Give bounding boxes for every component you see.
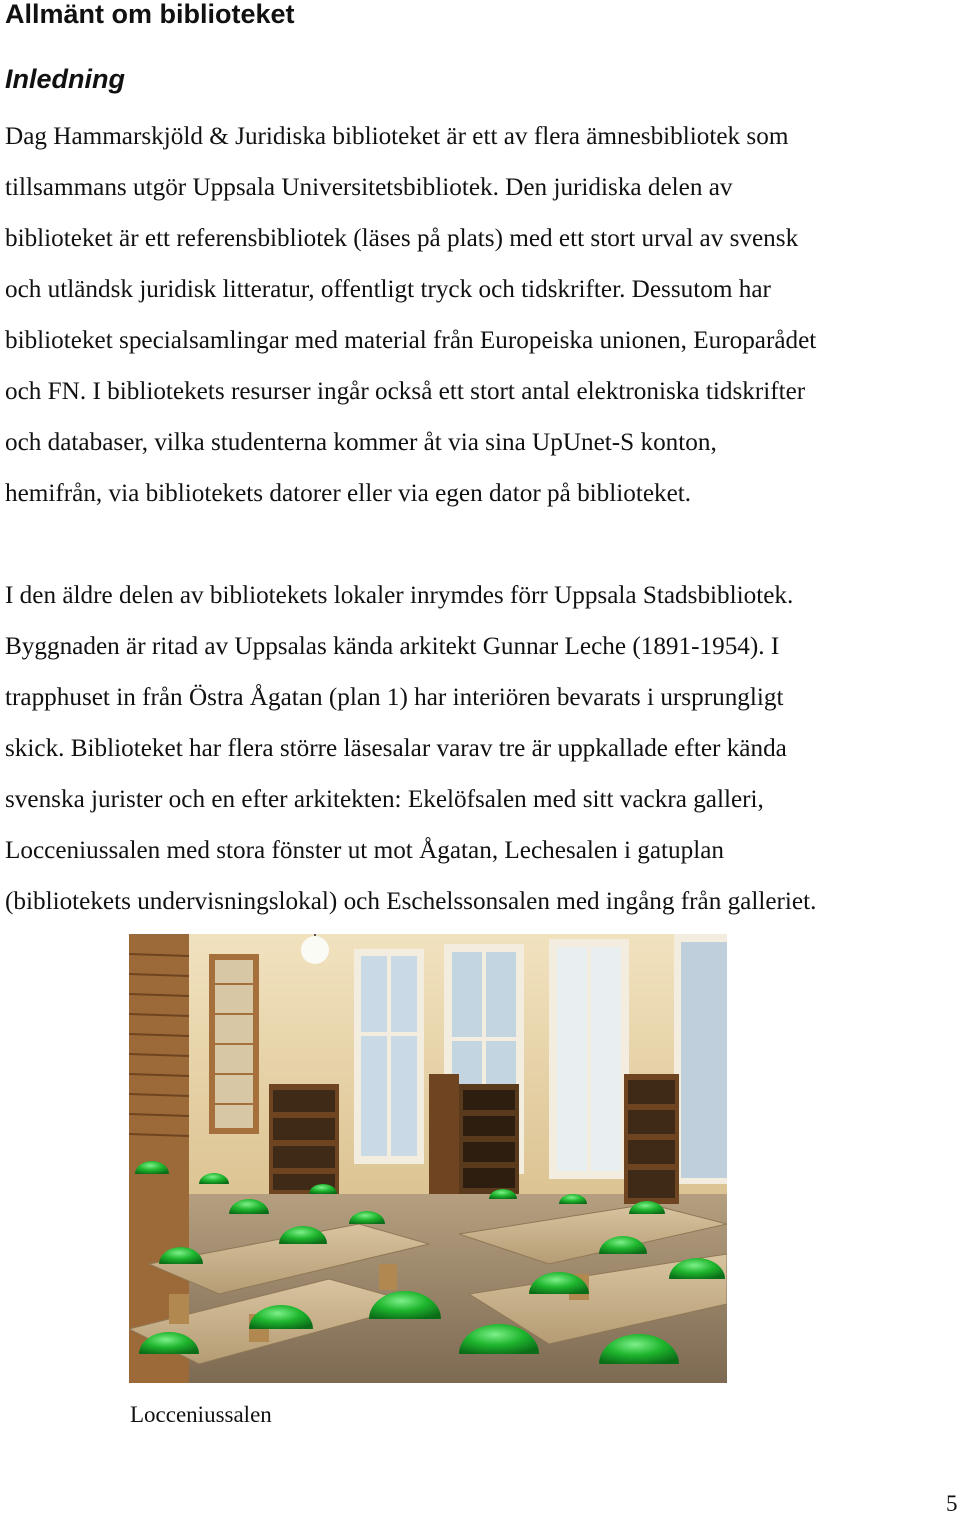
paragraph-line: svenska jurister och en efter arkitekten: Ekelöfsalen med sitt vackra galleri, <box>5 786 764 813</box>
page-number: 5 <box>946 1491 958 1516</box>
section-heading: Allmänt om biblioteket <box>5 0 295 29</box>
paragraph-line: tillsammans utgör Uppsala Universitetsbibliotek. Den juridiska delen av <box>5 174 733 201</box>
paragraph-line: trapphuset in från Östra Ågatan (plan 1) har interiören bevarats i ursprungligt <box>5 684 784 711</box>
paragraph-line: Locceniussalen med stora fönster ut mot Ågatan, Lechesalen i gatuplan <box>5 837 724 864</box>
photo-caption: Locceniussalen <box>130 1402 272 1427</box>
paragraph-line: och FN. I bibliotekets resurser ingår också ett stort antal elektroniska tidskrifter <box>5 378 806 405</box>
paragraph-line: biblioteket specialsamlingar med material från Europeiska unionen, Europarådet <box>5 327 817 354</box>
paragraph-building-history <box>5 570 960 927</box>
subsection-heading: Inledning <box>5 64 125 94</box>
paragraph-line: Byggnaden är ritad av Uppsalas kända arkitekt Gunnar Leche (1891-1954). I <box>5 633 780 660</box>
paragraph-line: skick. Biblioteket har flera större läsesalar varav tre är uppkallade efter kända <box>5 735 787 762</box>
paragraph-line: och databaser, vilka studenterna kommer åt via sina UpUnet-S konton, <box>5 429 717 456</box>
paragraph-line: (bibliotekets undervisningslokal) och Eschelssonsalen med ingång från galleriet. <box>5 888 817 915</box>
paragraph-line: I den äldre delen av bibliotekets lokaler inrymdes förr Uppsala Stadsbibliotek. <box>5 582 794 609</box>
paragraph-line: Dag Hammarskjöld & Juridiska biblioteket är ett av flera ämnesbibliotek som <box>5 123 789 150</box>
paragraph-line: och utländsk juridisk litteratur, offentligt tryck och tidskrifter. Dessutom har <box>5 276 771 303</box>
paragraph-introduction <box>5 111 960 519</box>
paragraph-line: biblioteket är ett referensbibliotek (läses på plats) med ett stort urval av svensk <box>5 225 799 252</box>
paragraph-line: hemifrån, via bibliotekets datorer eller via egen dator på biblioteket. <box>5 480 692 507</box>
reading-room-photo <box>129 934 727 1383</box>
